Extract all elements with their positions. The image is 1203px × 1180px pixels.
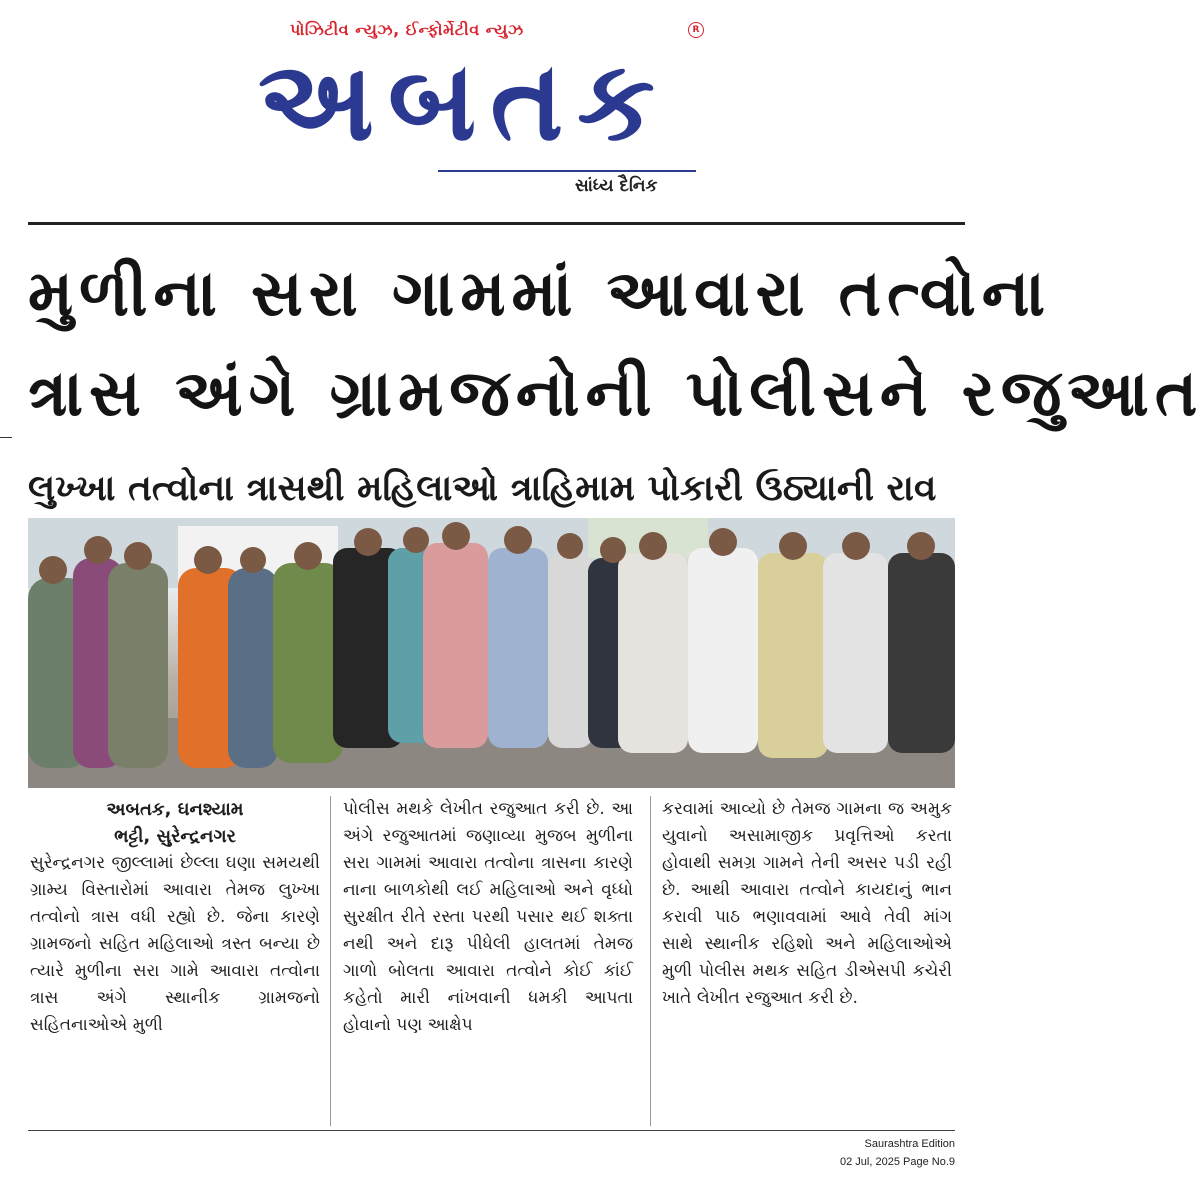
newspaper-logo: અબતક: [258, 37, 669, 165]
margin-tick: [0, 437, 12, 438]
article-headline: [28, 244, 1203, 444]
logo-underline: [438, 170, 696, 172]
column-divider: [330, 796, 331, 1126]
group-photo: [28, 518, 955, 788]
masthead-subtitle: સાંધ્ય દૈનિક: [575, 176, 658, 196]
footer-divider: [28, 1130, 955, 1131]
page-footer: [840, 1135, 955, 1171]
headline-line-2: ત્રાસ અંગે ગ્રામજનોની પોલીસને રજુઆત: [28, 357, 1203, 431]
article-column-3: કરવામાં આવ્યો છે તેમજ ગામના જ અમુક યુવાનો અસામાજીક પ્રવૃત્તિઓ કરતા હોવાથી સમગ્ર ગામને તેની અસર પડી રહી છે. આથી આવારા તત્વોને કાયદાનું ભાન કરાવી પાઠ ભણાવવામાં આવે તેવી માંગ સાથે સ્થાનીક રહિશો અને મહિલાઓએ મુળી પોલીસ મથક સહિત ડીએસપી કચેરી ખાતે લેખીત રજુઆત કરી છે.: [662, 799, 952, 1008]
header-divider: [28, 222, 965, 225]
article-column-1: [30, 796, 320, 1039]
group-photo-illustration: [28, 518, 955, 788]
article-subheadline: લુખ્ખા તત્વોના ત્રાસથી મહિલાઓ ત્રાહિમામ પોકારી ઉઠ્યાની રાવ: [28, 468, 937, 509]
column-1-text: સુરેન્દ્રનગર જીલ્લામાં છેલ્લા ઘણા સમયથી ગ્રામ્ય વિસ્તારોમાં આવારા તેમજ લુખ્ખા તત્વોનો ત્રાસ વધી રહ્યો છે. જેના કારણે ગ્રામજનો સહિત મહિલાઓ ત્રસ્ત બન્યા છે ત્યારે મુળીના સરા ગામે આવારા તત્વોના ત્રાસ અંગે સ્થાનીક ગ્રામજનો સહિતનાઓએ મુળી: [30, 853, 320, 1035]
date-page-label: 02 Jul, 2025 Page No.9: [840, 1156, 955, 1168]
column-divider: [650, 796, 651, 1126]
byline-line-1: અબતક, ઘનશ્યામ: [106, 799, 244, 820]
article-column-2: પોલીસ મથકે લેખીત રજુઆત કરી છે. આ અંગે રજુઆતમાં જણાવ્યા મુજબ મુળીના સરા ગામમાં આવારા તત્વોના ત્રાસના કારણે નાના બાળકોથી લઈ મહિલાઓ અને વૃધ્ધો સુરક્ષીત રીતે રસ્તા પરથી પસાર થઈ શક્તા નથી અને દારૂ પીધેલી હાલતમાં તેમજ ગાળો બોલતા આવારા તત્વોને કોઈ કાંઈ કહેતો મારી નાંખવાની ધમકી આપતા હોવાનો પણ આક્ષેપ: [343, 799, 633, 1035]
headline-line-1: મુળીના સરા ગામમાં આવારા તત્વોના: [28, 257, 1052, 331]
masthead: [0, 0, 965, 225]
registered-trademark-icon: R: [688, 22, 704, 38]
masthead-tagline: પોઝિટીવ ન્યુઝ, ઈન્ફોર્મેટીવ ન્યુઝ: [290, 20, 524, 39]
byline-line-2: ભટ્ટી, સુરેન્દ્રનગર: [114, 826, 236, 847]
edition-label: Saurashtra Edition: [864, 1138, 955, 1150]
